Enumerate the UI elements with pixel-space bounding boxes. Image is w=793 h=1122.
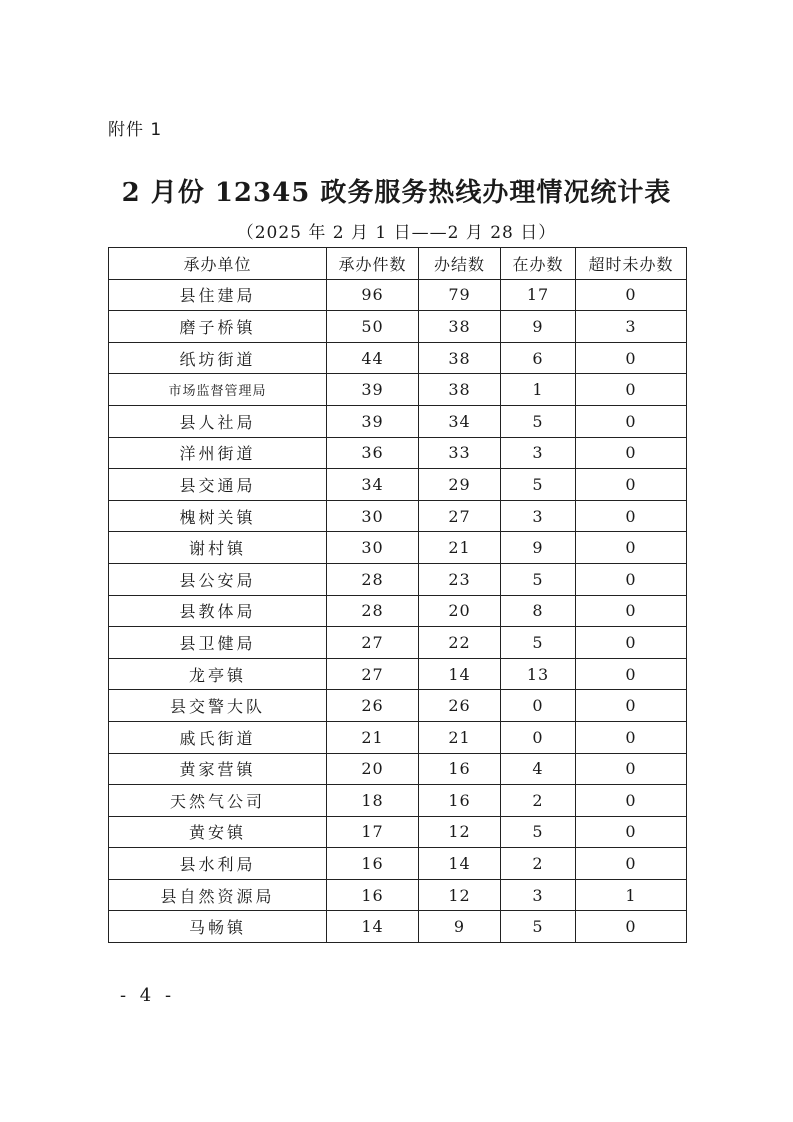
overdue-cell: 0 (576, 658, 687, 690)
unit-cell: 谢村镇 (109, 532, 327, 564)
unit-cell: 槐树关镇 (109, 500, 327, 532)
completed-cell: 38 (419, 342, 501, 374)
in-progress-cell: 2 (501, 785, 576, 817)
received-cell: 96 (327, 279, 419, 311)
received-cell: 30 (327, 500, 419, 532)
date-range-subtitle: （2025 年 2 月 1 日——2 月 28 日） (236, 223, 557, 243)
overdue-cell: 0 (576, 627, 687, 659)
completed-cell: 21 (419, 721, 501, 753)
received-cell: 50 (327, 311, 419, 343)
unit-cell: 县住建局 (109, 279, 327, 311)
completed-cell: 20 (419, 595, 501, 627)
in-progress-cell: 17 (501, 279, 576, 311)
unit-cell: 县交警大队 (109, 690, 327, 722)
in-progress-cell: 0 (501, 690, 576, 722)
completed-cell: 38 (419, 374, 501, 406)
completed-cell: 34 (419, 405, 501, 437)
header-row (109, 248, 687, 280)
in-progress-cell: 5 (501, 405, 576, 437)
unit-cell: 县公安局 (109, 563, 327, 595)
completed-cell: 22 (419, 627, 501, 659)
overdue-cell: 0 (576, 500, 687, 532)
received-cell: 16 (327, 848, 419, 880)
overdue-cell: 0 (576, 690, 687, 722)
unit-cell: 黄家营镇 (109, 753, 327, 785)
received-cell: 39 (327, 374, 419, 406)
header-completed: 办结数 (419, 248, 501, 280)
table-row (109, 437, 687, 469)
completed-cell: 16 (419, 753, 501, 785)
unit-cell: 洋州街道 (109, 437, 327, 469)
table-row (109, 500, 687, 532)
table-row (109, 816, 687, 848)
unit-cell: 县自然资源局 (109, 879, 327, 911)
received-cell: 30 (327, 532, 419, 564)
table-row (109, 563, 687, 595)
overdue-cell: 1 (576, 879, 687, 911)
completed-cell: 26 (419, 690, 501, 722)
unit-cell: 戚氏街道 (109, 721, 327, 753)
table-row (109, 721, 687, 753)
completed-cell: 79 (419, 279, 501, 311)
table-row (109, 879, 687, 911)
overdue-cell: 0 (576, 563, 687, 595)
in-progress-cell: 5 (501, 627, 576, 659)
overdue-cell: 0 (576, 785, 687, 817)
overdue-cell: 0 (576, 279, 687, 311)
table-body (109, 279, 687, 942)
unit-cell: 纸坊街道 (109, 342, 327, 374)
overdue-cell: 0 (576, 342, 687, 374)
overdue-cell: 0 (576, 532, 687, 564)
in-progress-cell: 13 (501, 658, 576, 690)
received-cell: 27 (327, 627, 419, 659)
received-cell: 28 (327, 595, 419, 627)
completed-cell: 29 (419, 469, 501, 501)
in-progress-cell: 5 (501, 563, 576, 595)
in-progress-cell: 9 (501, 532, 576, 564)
unit-cell: 县水利局 (109, 848, 327, 880)
in-progress-cell: 9 (501, 311, 576, 343)
unit-cell: 县教体局 (109, 595, 327, 627)
unit-cell: 县人社局 (109, 405, 327, 437)
in-progress-cell: 3 (501, 500, 576, 532)
overdue-cell: 0 (576, 437, 687, 469)
in-progress-cell: 5 (501, 469, 576, 501)
table-row (109, 279, 687, 311)
table-row (109, 532, 687, 564)
in-progress-cell: 3 (501, 437, 576, 469)
unit-cell: 市场监督管理局 (109, 374, 327, 406)
completed-cell: 16 (419, 785, 501, 817)
table-row (109, 405, 687, 437)
table-row (109, 311, 687, 343)
header-overdue: 超时未办数 (576, 248, 687, 280)
overdue-cell: 0 (576, 595, 687, 627)
received-cell: 21 (327, 721, 419, 753)
table-row (109, 911, 687, 943)
completed-cell: 12 (419, 816, 501, 848)
unit-cell: 黄安镇 (109, 816, 327, 848)
page-number: - 4 - (120, 985, 176, 1006)
page-title: 2 月份 12345 政务服务热线办理情况统计表 (121, 178, 672, 208)
table-row (109, 595, 687, 627)
completed-cell: 14 (419, 848, 501, 880)
table-row (109, 342, 687, 374)
received-cell: 18 (327, 785, 419, 817)
in-progress-cell: 5 (501, 816, 576, 848)
received-cell: 26 (327, 690, 419, 722)
unit-cell: 马畅镇 (109, 911, 327, 943)
received-cell: 20 (327, 753, 419, 785)
received-cell: 34 (327, 469, 419, 501)
table-row (109, 469, 687, 501)
in-progress-cell: 3 (501, 879, 576, 911)
overdue-cell: 0 (576, 753, 687, 785)
in-progress-cell: 1 (501, 374, 576, 406)
received-cell: 36 (327, 437, 419, 469)
table-row (109, 627, 687, 659)
received-cell: 28 (327, 563, 419, 595)
in-progress-cell: 8 (501, 595, 576, 627)
unit-cell: 磨子桥镇 (109, 311, 327, 343)
unit-cell: 天然气公司 (109, 785, 327, 817)
table-row (109, 374, 687, 406)
header-unit: 承办单位 (109, 248, 327, 280)
in-progress-cell: 2 (501, 848, 576, 880)
received-cell: 14 (327, 911, 419, 943)
overdue-cell: 3 (576, 311, 687, 343)
in-progress-cell: 4 (501, 753, 576, 785)
table-row (109, 753, 687, 785)
hotline-statistics-table (108, 247, 687, 943)
completed-cell: 38 (419, 311, 501, 343)
received-cell: 16 (327, 879, 419, 911)
attachment-label: 附件 1 (108, 120, 163, 140)
table-row (109, 690, 687, 722)
header-received: 承办件数 (327, 248, 419, 280)
completed-cell: 9 (419, 911, 501, 943)
received-cell: 44 (327, 342, 419, 374)
overdue-cell: 0 (576, 816, 687, 848)
overdue-cell: 0 (576, 848, 687, 880)
in-progress-cell: 6 (501, 342, 576, 374)
received-cell: 27 (327, 658, 419, 690)
table-row (109, 785, 687, 817)
overdue-cell: 0 (576, 911, 687, 943)
table-row (109, 658, 687, 690)
overdue-cell: 0 (576, 405, 687, 437)
received-cell: 39 (327, 405, 419, 437)
header-in-progress: 在办数 (501, 248, 576, 280)
received-cell: 17 (327, 816, 419, 848)
completed-cell: 33 (419, 437, 501, 469)
unit-cell: 县交通局 (109, 469, 327, 501)
unit-cell: 龙亭镇 (109, 658, 327, 690)
overdue-cell: 0 (576, 469, 687, 501)
completed-cell: 27 (419, 500, 501, 532)
in-progress-cell: 0 (501, 721, 576, 753)
completed-cell: 21 (419, 532, 501, 564)
unit-cell: 县卫健局 (109, 627, 327, 659)
completed-cell: 14 (419, 658, 501, 690)
completed-cell: 12 (419, 879, 501, 911)
completed-cell: 23 (419, 563, 501, 595)
in-progress-cell: 5 (501, 911, 576, 943)
table-row (109, 848, 687, 880)
overdue-cell: 0 (576, 374, 687, 406)
table-header (109, 248, 687, 280)
overdue-cell: 0 (576, 721, 687, 753)
